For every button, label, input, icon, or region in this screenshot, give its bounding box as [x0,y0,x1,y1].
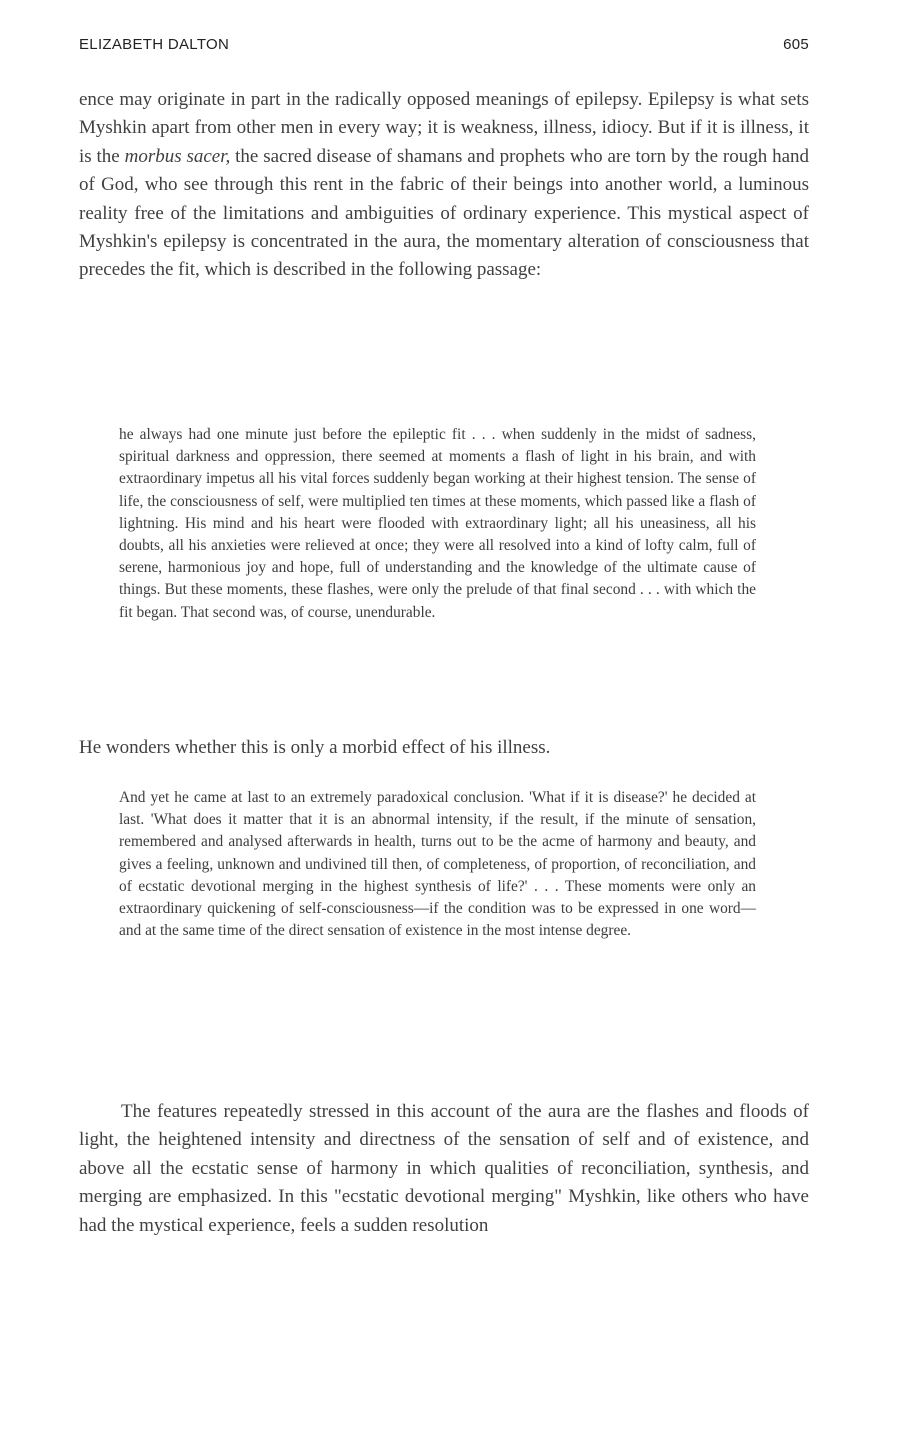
paragraph-1-text-a: ence may originate in part in the radically opposed meanings of epilepsy. Epilepsy is what sets Myshkin apart from other men in every way; it is weakness, illness, idiocy. But if it is illness, it is the [79,89,809,167]
paragraph-1-text-b: the sacred disease of shamans and prophets who are torn by the rough hand of God, who see through this rent in the fabric of their beings into another world, a luminous reality free of the limitations and ambiguities of ordinary experience. This mystical aspect of Myshkin's epilepsy is concentrated in the aura, the momentary alteration of consciousness that precedes the fit, which is described in the following passage: [79,145,810,281]
body-paragraph-1 [79,86,809,285]
body-paragraph-3: The features repeatedly stressed in this account of the aura are the flashes and floods of light, the heightened intensity and directness of the sensation of self and of existence, and above all the ecstatic sense of harmony in which qualities of reconciliation, synthesis, and merging are emphasized. In this "ecstatic devotional merging" Myshkin, like others who have had the mystical experience, feels a sudden resolution [79,1101,809,1236]
block-quote-2: And yet he came at last to an extremely paradoxical conclusion. 'What if it is disease?' he decided at last. 'What does it matter that it is an abnormal intensity, if the result, if the minute of sensation, remembered and analysed afterwards in health, turns out to be the acme of harmony and beauty, and gives a feeling, unknown and undivined till then, of completeness, of proportion, of reconciliation, and of ecstatic devotional merging in the highest synthesis of life?' . . . These moments were only an extraordinary quickening of self-consciousness—if the condition was to be expressed in one word—and at the same time of the direct sensation of existence in the most intense degree. [119,789,756,940]
body-paragraph-2: He wonders whether this is only a morbid effect of his illness. [79,737,551,758]
paragraph-1-italic-term: morbus sacer, [124,145,231,167]
block-quote-1: he always had one minute just before the epileptic fit . . . when suddenly in the midst of sadness, spiritual darkness and oppression, there seemed at moments a flash of light in his brain, and with extraordinary impetus all his vital forces suddenly began working at their highest tension. The sense of life, the consciousness of self, were multiplied ten times at these moments, which passed like a flash of lightning. His mind and his heart were flooded with extraordinary light; all his uneasiness, all his doubts, all his anxieties were relieved at once; they were all resolved into a kind of lofty calm, full of serene, harmonious joy and hope, full of understanding and the knowledge of the ultimate cause of things. But these moments, these flashes, were only the prelude of that final second . . . with which the fit began. That second was, of course, unendurable. [119,426,756,621]
page-number: 605 [783,36,809,53]
running-head-author: ELIZABETH DALTON [79,36,230,53]
